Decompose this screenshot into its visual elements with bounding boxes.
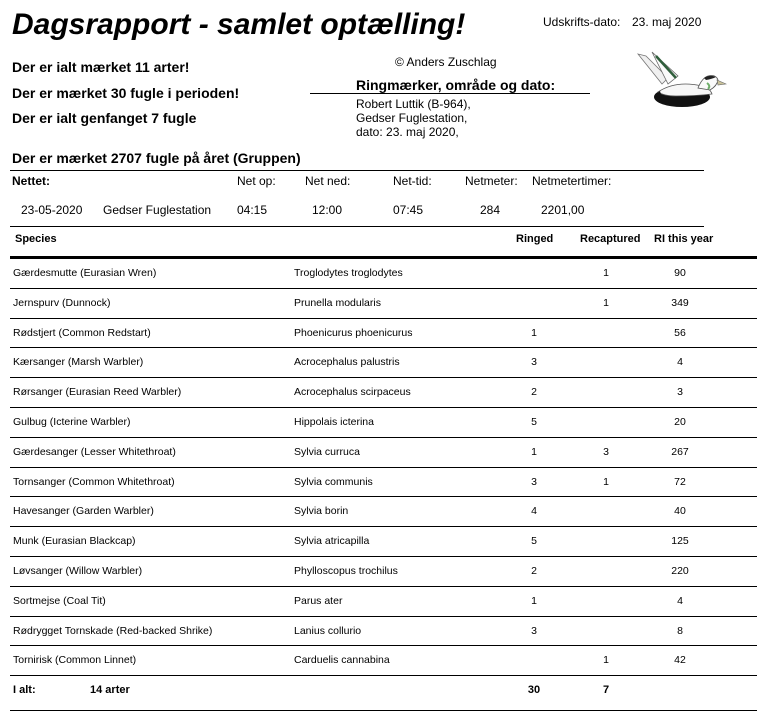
species-name: Sortmejse (Coal Tit) xyxy=(13,594,106,607)
table-row xyxy=(10,527,757,557)
total-recaptured: 7 xyxy=(602,684,610,696)
year-total-count: 4 xyxy=(677,594,683,607)
scientific-name: Prunella modularis xyxy=(294,296,381,309)
net-meter-label: Netmeter: xyxy=(465,174,518,188)
ringed-count: 5 xyxy=(531,416,537,428)
col-year: RI this year xyxy=(654,233,714,245)
year-total-count: 220 xyxy=(671,565,689,577)
recaptured-count: 3 xyxy=(603,445,609,458)
recaptured-count: 1 xyxy=(603,267,609,279)
species-name: Rødrygget Tornskade (Red-backed Shrike) xyxy=(13,624,213,637)
ringed-count: 4 xyxy=(531,505,537,518)
net-label: Nettet: xyxy=(12,174,50,188)
total-species-count: 14 arter xyxy=(90,684,130,696)
report-title: Dagsrapport - samlet optælling! xyxy=(12,8,466,41)
col-ringed: Ringed xyxy=(516,233,554,245)
scientific-name: Acrocephalus scirpaceus xyxy=(294,386,411,399)
year-total-count: 3 xyxy=(677,386,683,399)
ringed-count: 3 xyxy=(531,475,537,488)
eider-duck-icon xyxy=(632,50,727,120)
total-ringed: 30 xyxy=(527,684,541,696)
ringed-count: 1 xyxy=(531,326,537,339)
ringed-count: 3 xyxy=(531,624,537,637)
scientific-name: Acrocephalus palustris xyxy=(294,356,400,369)
print-date: 23. maj 2020 xyxy=(632,15,702,29)
table-row xyxy=(10,378,757,408)
net-divider-top xyxy=(10,170,704,171)
scientific-name: Sylvia borin xyxy=(294,505,349,518)
bottom-rule xyxy=(10,710,757,711)
summary-recaptured: Der er ialt genfanget 7 fugle xyxy=(12,110,197,126)
table-row xyxy=(10,617,757,647)
table-row xyxy=(10,646,757,676)
recaptured-count: 1 xyxy=(603,654,609,667)
year-total: Der er mærket 2707 fugle på året (Gruppen) xyxy=(12,150,301,166)
scientific-name: Sylvia curruca xyxy=(294,445,360,458)
total-row xyxy=(10,676,757,702)
table-row xyxy=(10,348,757,378)
species-name: Kærsanger (Marsh Warbler) xyxy=(13,356,144,369)
year-total-count: 4 xyxy=(677,356,683,369)
species-name: Havesanger (Garden Warbler) xyxy=(13,505,154,518)
ringer-line-2: Gedser Fuglestation, xyxy=(356,111,468,125)
year-total-count: 56 xyxy=(674,326,686,339)
copyright: © Anders Zuschlag xyxy=(395,55,497,69)
col-species: Species xyxy=(15,233,57,245)
species-name: Jernspurv (Dunnock) xyxy=(13,296,111,309)
scientific-name: Troglodytes troglodytes xyxy=(294,267,403,279)
net-up-value: 04:15 xyxy=(237,203,268,217)
species-name: Tornirisk (Common Linnet) xyxy=(13,654,137,667)
recaptured-count: 1 xyxy=(603,296,609,309)
table-row xyxy=(10,468,757,498)
table-row xyxy=(10,497,757,527)
year-total-count: 267 xyxy=(671,445,689,458)
net-down-label: Net ned: xyxy=(305,174,351,188)
ringer-line-3: dato: 23. maj 2020, xyxy=(356,125,459,139)
year-total-count: 349 xyxy=(671,296,689,309)
species-name: Løvsanger (Willow Warbler) xyxy=(13,565,143,577)
year-total-count: 125 xyxy=(671,535,689,548)
ringed-count: 3 xyxy=(531,356,537,369)
scientific-name: Carduelis cannabina xyxy=(294,654,390,667)
scientific-name: Phoenicurus phoenicurus xyxy=(294,326,413,339)
species-name: Tornsanger (Common Whitethroat) xyxy=(13,475,175,488)
table-row xyxy=(10,319,757,349)
ringed-count: 1 xyxy=(531,445,537,458)
species-name: Rørsanger (Eurasian Reed Warbler) xyxy=(13,386,182,399)
net-date: 23-05-2020 xyxy=(21,203,83,217)
year-total-count: 72 xyxy=(674,475,686,488)
net-meter-hours-label: Netmetertimer: xyxy=(532,174,612,188)
scientific-name: Sylvia atricapilla xyxy=(294,535,370,548)
species-name: Munk (Eurasian Blackcap) xyxy=(13,535,136,548)
table-row xyxy=(10,557,757,587)
table-row xyxy=(10,259,757,289)
year-total-count: 40 xyxy=(674,505,686,518)
summary-birds-marked: Der er mærket 30 fugle i perioden! xyxy=(12,85,240,101)
year-total-count: 8 xyxy=(677,624,683,637)
summary-species-marked: Der er ialt mærket 11 arter! xyxy=(12,59,190,75)
ringed-count: 5 xyxy=(531,535,537,548)
species-name: Rødstjert (Common Redstart) xyxy=(13,326,151,339)
year-total-count: 42 xyxy=(674,654,686,667)
print-date-label: Udskrifts-dato: xyxy=(543,15,621,29)
scientific-name: Lanius collurio xyxy=(294,624,362,637)
net-meter-value: 284 xyxy=(480,203,501,217)
ringer-line-1: Robert Luttik (B-964), xyxy=(356,97,471,111)
net-up-label: Net op: xyxy=(237,174,276,188)
ringed-count: 2 xyxy=(531,386,537,399)
table-row xyxy=(10,289,757,319)
table-row xyxy=(10,408,757,438)
year-total-count: 90 xyxy=(674,267,686,279)
ringed-count: 1 xyxy=(531,594,537,607)
scientific-name: Sylvia communis xyxy=(294,475,373,488)
col-recaptured: Recaptured xyxy=(580,233,641,245)
total-label: I alt: xyxy=(13,684,36,696)
net-down-value: 12:00 xyxy=(312,203,343,217)
recaptured-count: 1 xyxy=(603,475,609,488)
year-total-count: 20 xyxy=(674,416,686,428)
species-name: Gulbug (Icterine Warbler) xyxy=(13,416,131,428)
net-time-value: 07:45 xyxy=(393,203,424,217)
ringer-heading: Ringmærker, område og dato: xyxy=(356,77,556,93)
scientific-name: Phylloscopus trochilus xyxy=(294,565,398,577)
scientific-name: Hippolais icterina xyxy=(294,416,374,428)
ringer-divider xyxy=(310,93,590,94)
net-divider-bottom xyxy=(10,226,704,227)
table-row xyxy=(10,587,757,617)
net-location: Gedser Fuglestation xyxy=(103,203,212,217)
scientific-name: Parus ater xyxy=(294,594,343,607)
table-row xyxy=(10,438,757,468)
net-meter-hours-value: 2201,00 xyxy=(541,203,585,217)
species-name: Gærdesmutte (Eurasian Wren) xyxy=(13,267,157,279)
species-name: Gærdesanger (Lesser Whitethroat) xyxy=(13,445,176,458)
ringed-count: 2 xyxy=(531,565,537,577)
net-time-label: Net-tid: xyxy=(393,174,432,188)
